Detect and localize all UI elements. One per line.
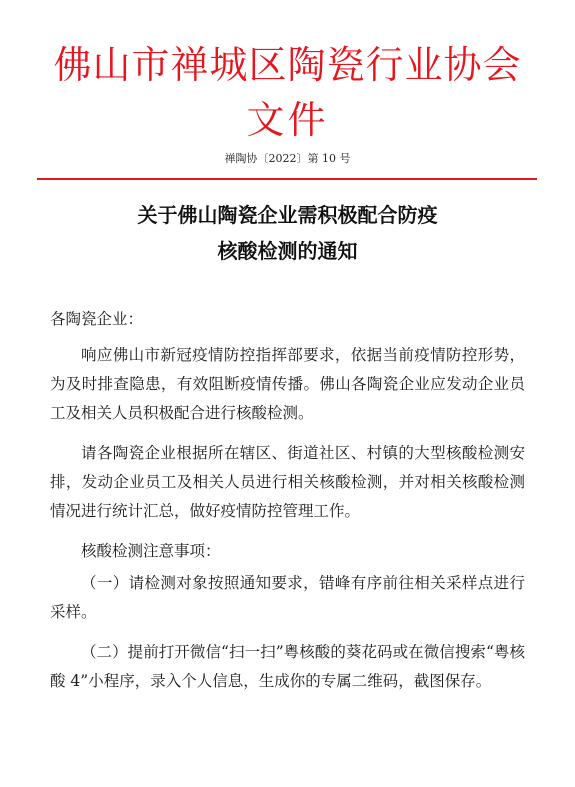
issuing-organization: 佛山市禅城区陶瓷行业协会	[53, 43, 522, 87]
salutation: 各陶瓷企业：	[50, 310, 144, 328]
paragraph-arrangement: 请各陶瓷企业根据所在辖区、街道社区、村镇的大型核酸检测安排，发动企业员工及相关人员进行相关核酸检测，并对相关核酸检测情况进行统计汇总，做好疫情防控管理工作。	[50, 444, 525, 520]
notice-title	[0, 200, 575, 272]
paragraph-note-2: （二）提前打开微信“扫一扫”粤核酸的葵花码或在微信搜索“粤核酸 4”小程序，录入个人信息，生成你的专属二维码，截图保存。	[50, 643, 525, 690]
document-number: 禅陶协〔2022〕第 10 号	[224, 152, 351, 165]
document-type-label: 文件	[246, 98, 329, 142]
paragraph-note-1: （一）请检测对象按照通知要求，错峰有序前往相关采样点进行采样。	[50, 574, 525, 621]
notice-title-line-2: 核酸检测的通知	[217, 239, 358, 263]
paragraph-response: 响应佛山市新冠疫情防控指挥部要求，依据当前疫情防控形势，为及时排查隐患，有效阻断疫情传播。佛山各陶瓷企业应发动企业员工及相关人员积极配合进行核酸检测。	[50, 346, 525, 422]
paragraph-notes-heading: 核酸检测注意事项：	[81, 542, 221, 560]
red-header-divider	[37, 178, 537, 180]
notice-title-line-1: 关于佛山陶瓷企业需积极配合防疫	[137, 203, 438, 227]
